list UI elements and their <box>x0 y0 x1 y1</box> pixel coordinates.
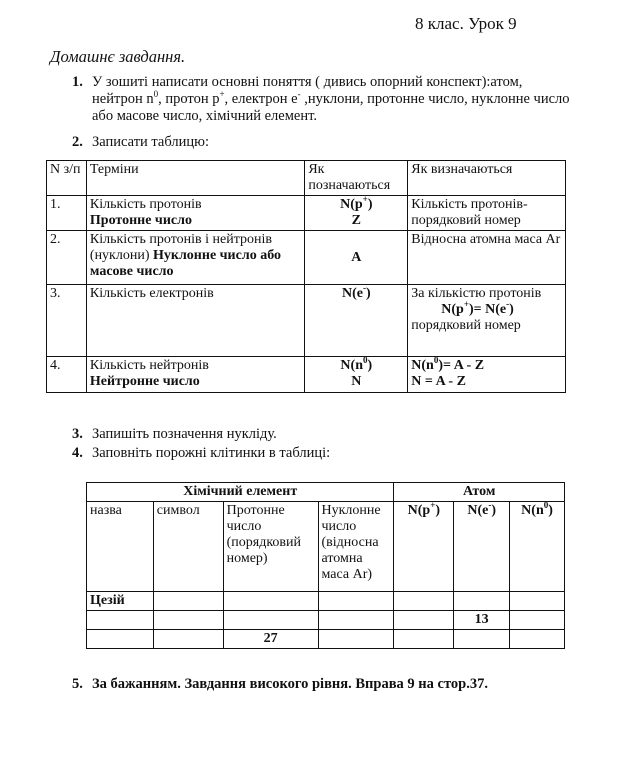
element-table <box>86 482 565 649</box>
task-text: За бажанням. Завдання високого рівня. Вправа 9 на стор.37. <box>92 676 488 692</box>
cell-empty <box>153 592 223 611</box>
cell-empty <box>153 611 223 630</box>
cell-empty <box>318 592 394 611</box>
table-row <box>47 231 566 285</box>
task-number: 2. <box>72 134 83 150</box>
row-determined: За кількістю протонів N(p+)= N(e-) порядковий номер <box>408 285 566 357</box>
cell-empty <box>394 630 454 649</box>
row-term: Кількість нейтронів Нейтронне число <box>86 357 304 393</box>
table-row <box>87 611 565 630</box>
task-2 <box>72 134 572 152</box>
header-how-determined: Як визначаються <box>408 161 566 196</box>
table-row <box>47 285 566 357</box>
row-num: 3. <box>47 285 87 357</box>
cell-empty <box>454 592 510 611</box>
group-atom-header: Атом <box>394 483 565 502</box>
column-header-row <box>87 502 565 592</box>
row-symbol: $N(n^0)$ N <box>305 357 408 393</box>
task-text: Запишіть позначення нукліду. <box>92 426 277 442</box>
task-text: У зошиті написати основні поняття ( дивись опорний конспект):атом, нейтрон $n^0$, протон p+, електрон e- ,нуклони, протонне число, нуклонне число або масове число, хімічний елемент. <box>92 74 570 124</box>
row-determined: Відносна атомна маса Ar <box>408 231 566 285</box>
col-neutrons: $N(n^0)$ <box>510 502 565 592</box>
task-1 <box>72 74 572 134</box>
task-text: Заповніть порожні клітинки в таблиці: <box>92 445 331 461</box>
task-3 <box>72 426 572 444</box>
cell-empty <box>223 592 318 611</box>
row-symbol: N(p+) Z <box>305 196 408 231</box>
row-num: 4. <box>47 357 87 393</box>
task-5 <box>72 676 572 694</box>
cell-empty <box>454 630 510 649</box>
row-symbol: A <box>305 231 408 285</box>
cell-empty <box>223 611 318 630</box>
col-proton-number: Протонне число (порядковий номер) <box>223 502 318 592</box>
cell-electrons: 13 <box>454 611 510 630</box>
cell-empty <box>510 592 565 611</box>
col-name: назва <box>87 502 154 592</box>
row-symbol: N(e-) <box>305 285 408 357</box>
group-header-row <box>87 483 565 502</box>
cell-empty <box>510 611 565 630</box>
header-how-denoted: Як позначаються <box>305 161 408 196</box>
task-number: 1. <box>72 74 83 90</box>
cell-empty <box>510 630 565 649</box>
col-symbol: символ <box>153 502 223 592</box>
lesson-header: 8 клас. Урок 9 <box>415 14 517 33</box>
homework-title: Домашнє завдання. <box>50 47 186 66</box>
row-determined: $N(n^0)= A - Z$ N = A - Z <box>408 357 566 393</box>
task-number: 4. <box>72 445 83 461</box>
task-number: 3. <box>72 426 83 442</box>
task-text: Записати таблицю: <box>92 134 210 150</box>
row-term: Кількість протонів і нейтронів (нуклони) Нуклонне число або масове число <box>86 231 304 285</box>
header-num: N з/п <box>47 161 87 196</box>
group-element-header: Хімічний елемент <box>87 483 394 502</box>
table-header-row <box>47 161 566 196</box>
table-row <box>47 357 566 393</box>
cell-name: Цезій <box>87 592 154 611</box>
task-number: 5. <box>72 676 83 692</box>
cell-empty <box>87 630 154 649</box>
row-term: Кількість протонів Протонне число <box>86 196 304 231</box>
cell-empty <box>153 630 223 649</box>
task-4 <box>72 445 572 463</box>
cell-empty <box>394 611 454 630</box>
row-determined: Кількість протонів-порядковий номер <box>408 196 566 231</box>
header-terms: Терміни <box>86 161 304 196</box>
row-num: 2. <box>47 231 87 285</box>
cell-empty <box>87 611 154 630</box>
col-protons: N(p+) <box>394 502 454 592</box>
col-nucleon-number: Нуклонне число (відносна атомна маса Ar) <box>318 502 394 592</box>
col-electrons: N(e-) <box>454 502 510 592</box>
cell-empty <box>318 630 394 649</box>
table-row <box>87 630 565 649</box>
terms-table <box>46 160 566 393</box>
row-num: 1. <box>47 196 87 231</box>
cell-empty <box>318 611 394 630</box>
table-row <box>47 196 566 231</box>
table-row <box>87 592 565 611</box>
cell-empty <box>394 592 454 611</box>
cell-proton-number: 27 <box>223 630 318 649</box>
row-term: Кількість електронів <box>86 285 304 357</box>
